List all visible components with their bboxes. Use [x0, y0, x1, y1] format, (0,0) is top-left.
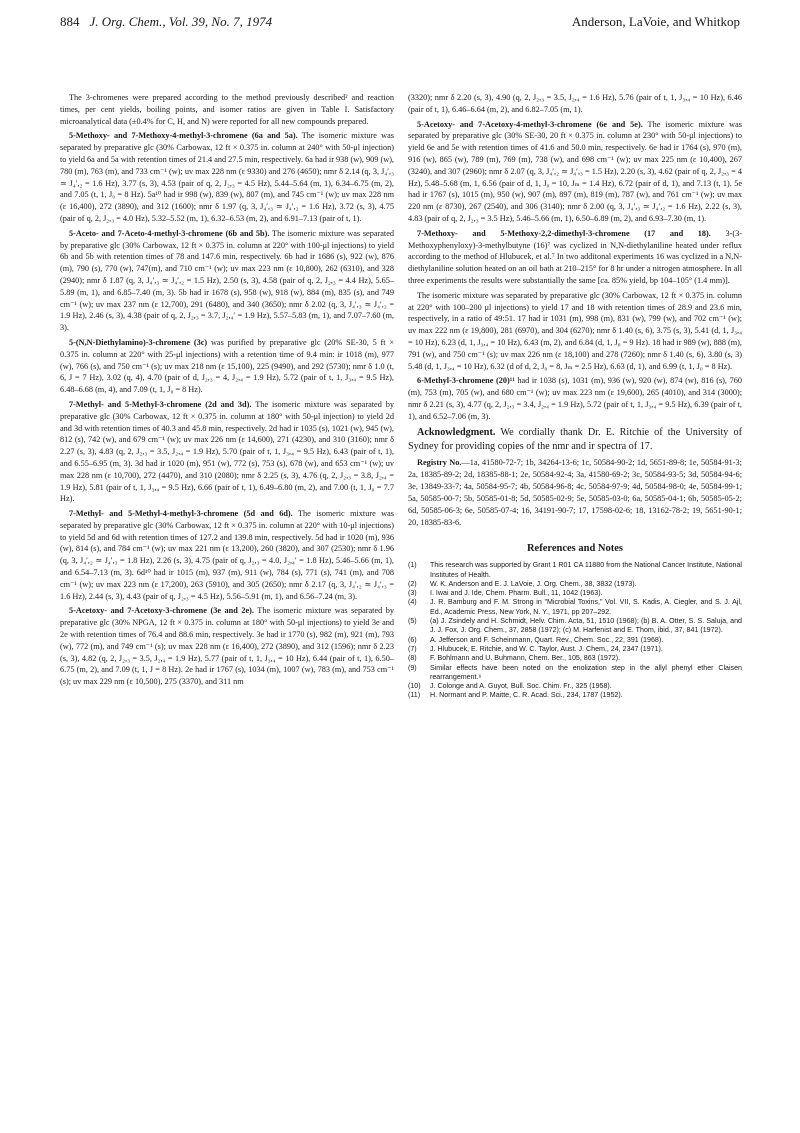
experimental-paragraph: 7-Methoxy- and 5-Methoxy-2,2-dimethyl-3-chromene (17 and 18). 3-(3-Methoxyphenyloxy)-3-methylbutyne (16)⁷ was cyclized in N,N-diethylaniline heated under reflux according to the method of Hlubucek, et al.⁷ In two additonal experiments 16 was cyclized in a N,N-diethylaniline solution heated on an oil bath at 210–215° for 8 hr under a nitrogen atmosphere. In all three experiments the results were substantially the same [ca. 85% yield, bp 104–105° (1.4 mm)]. [408, 228, 742, 285]
left-column [60, 92, 394, 691]
section-heading: 5-Methoxy- and 7-Methoxy-4-methyl-3-chromene (6a and 5a). [69, 131, 298, 141]
experimental-paragraph: (3320); nmr δ 2.20 (s, 3), 4.90 (q, 2, J₂,₃ = 3.5, J₂,₄ = 1.6 Hz), 5.76 (pair of t, 1, J₃,₄ = 10 Hz), 6.46 (pair of t, 1), 6.46–6.64 (m, 2), and 6.82–7.05 (m, 1). [408, 93, 742, 114]
section-heading: 6-Methyl-3-chromene (20)¹¹ [417, 376, 515, 386]
running-authors: Anderson, LaVoie, and Whitkop [571, 14, 740, 29]
page-number: 884 [60, 14, 80, 29]
experimental-paragraph: 6-Methyl-3-chromene (20)¹¹ had ir 1038 (s), 1031 (m), 936 (w), 920 (w), 874 (w), 816 (s), 760 (m), 753 (m), 705 (w), and 680 cm⁻¹ (w); uv max 223 nm (ε 19,600), 265 (4010), and 314 (3000); nmr δ 2.21 (s, 3), 4.77 (q, 2, J₂,₃ = 3.4, J₂,₄ = 1.9 Hz), 5.72 (pair of t, 1, J₃,₄ = 9.5 Hz), 6.39 (pair of t, 1), and 6.52–7.06 (m, 3). [408, 376, 742, 421]
references-title: References and Notes [526, 543, 624, 555]
reference-item: (9) Similar effects have been noted on the enolization step in the allyl phenyl ether Claisen rearrangement.⁶ [408, 663, 742, 681]
page-header [60, 14, 740, 38]
section-heading: 5-Acetoxy- and 7-Acetoxy-3-chromene (3e and 2e). [69, 606, 254, 616]
registry-heading: Registry No. [417, 457, 462, 467]
acknowledgment-heading: Acknowledgment. [417, 426, 496, 438]
experimental-paragraph: The isomeric mixture was separated by preparative glc (30% Carbowax, 12 ft × 0.375 in. column at 220° with 100–200 μl injections) to yield 17 and 18 with retention times of 28.9 and 23.6 min, respectively, in a ratio of 49:51. 17 had ir 1031 (m), 998 (m), 831 (w), 799 (w), and 702 cm⁻¹ (w); uv max 222 nm (ε 19,800), 281 (6970), and 304 (6270); nmr δ 1.40 (s, 6), 3.75 (s, 3), 5.41 (d, 1, J₃,₄ = 10 Hz), 6.23 (d, 1, J₃,₄ = 10 Hz), 6.43 (m, 2), and 6.84 (d, 1, J₀ = 9 Hz). 18 had ir 989 (w), 888 (m), 791 (w), and 750 cm⁻¹ (s); uv max 226 nm (ε 18,100) and 278 (7260); nmr δ 1.40 (s, 6), 3.80 (s, 3) 5.48 (d, 1, J₃,₄ = 10 Hz), 6.32 (d of d, 2, J₀ = 8, Jₘ = 2.5 Hz), 6.63 (d, 1), and 6.99 (t, 1, J₀ = 8 Hz). [408, 290, 742, 371]
acknowledgment: Acknowledgment. We cordially thank Dr. E. Ritchie of the University of Sydney for providing copies of the nmr and ir spectra of 17. [408, 426, 742, 452]
references-list [408, 561, 742, 700]
experimental-paragraph: 7-Methyl- and 5-Methyl-3-chromene (2d and 3d). The isomeric mixture was separated by preparative glc (30% Carbowax, 12 ft × 0.375 in. column at 180° with 50-μl injection) to yield 2d and 3d with retention times of 40.3 and 45.8 min, respectively. 2d had ir 1035 (s), 1021 (w), 945 (w), 812 (s), 742 (w), and 679 cm⁻¹ (w); uv max 226 nm (ε 14,600), 271 (4230), and 310 (3160); nmr δ 2.27 (s, 3), 4.83 (q, 2, J₂,₃ = 3.5, J₂,₄ = 1.9 Hz), 5.70 (pair of t, 1, J₃,₄ = 9.5 Hz), 6.43 (pair of t, 1), and 6.55–6.95 (m, 3). 3d had ir 1020 (m), 951 (w), 772 (s), 753 (s), 678 (w), and 653 cm⁻¹ (w); uv max 228 nm (ε 10,700), 272 (4470), and 310 (2080); nmr δ 2.25 (s, 3), 4.76 (q, 2, J₂,₃ = 3.8, J₂,₄ = 1.9 Hz), 5.81 (pair of t, 1, J₃,₄ = 9.5 Hz), 6.66 (pair of t, 1), 6.49–6.80 (m, 2), and 7.00 (t, 1, J₀ = 7.7 Hz). [60, 399, 395, 504]
reference-item: (2) W. K. Anderson and E. J. LaVoie, J. Org. Chem., 38, 3832 (1973). [408, 579, 637, 588]
section-heading: 5-Aceto- and 7-Aceto-4-methyl-3-chromene (6b and 5b). [69, 228, 270, 238]
reference-item: (8) F. Bohlmann and U. Buhmann, Chem. Ber., 105, 863 (1972). [408, 654, 621, 663]
journal-citation: J. Org. Chem., Vol. 39, No. 7, 1974 [89, 14, 273, 29]
right-column [408, 92, 742, 701]
experimental-paragraph: 5-Aceto- and 7-Aceto-4-methyl-3-chromene (6b and 5b). The isomeric mixture was separated by preparative glc (30% Carbowax, 12 ft × 0.375 in. column at 220° with 100-μl injections) to yield 6b and 5b with retention times of 78 and 147.6 min, respectively. 6b had ir 1686 (s), 922 (w), 876 (m), 790 (s), 770 (w), 747(m), and 710 cm⁻¹ (w); uv max 223 nm (ε 10,800), 262 (6310), and 328 (2940); nmr δ 1.87 (q, 3, J₄′,₃ ≃ J₄′,₂ = 1.5 Hz), 2.50 (s, 3), 4.58 (pair of q, 2, J₂,₃ = 4.4 Hz), 5.65–5.89 (m, 1), and 6.85–7.40 (m, 3). 5b had ir 1678 (s), 958 (w), 918 (w), 884 (m), 835 (s), and 749 cm⁻¹ (w); uv max 237 nm (ε 12,700), 291 (6480), and 340 (3650); nmr δ 2.02 (q, 3, J₄′,₃ ≃ J₄′,₂ = 1.9 Hz), 2.46 (s, 3), 4.38 (pair of q, 2, J₂,₃ = 3.7, J₂,₄′ = 1.9 Hz), 5.57–5.83 (m, 1), and 7.07–7.60 (m, 3). [60, 228, 394, 333]
reference-item: (7) J. Hlubucek, E. Ritchie, and W. C. Taylor, Aust. J. Chem., 24, 2347 (1971). [408, 644, 663, 653]
experimental-paragraph: 5-Acetoxy- and 7-Acetoxy-3-chromene (3e and 2e). The isomeric mixture was separated by preparative glc (30% NPGA, 12 ft × 0.375 in. column at 180° with 50-μl injections) to yield 3e and 2e with retention times of 76.4 and 88.6 min, respectively. 3e had ir 1770 (s), 982 (m), 921 (m), 793 (w), 772 (m), and 749 cm⁻¹ (s); uv max 228 nm (ε 16,400), 272 (3890), and 312 (1596); nmr δ 2.23 (s, 3), 4.82 (q, 2, J₂,₃ = 3.5, J₂,₄ = 1.9 Hz), 5.77 (pair of t, 1, J₃,₄ = 10 Hz), 6.44 (pair of t, 1), 6.50–6.75 (m, 2), and 7.09 (t, 1, J = 8 Hz). 2e had ir 1767 (s), 1034 (m), 1007 (w), 783 (m), and 753 cm⁻¹ (s); uv max 229 nm (ε 10,500), 275 (3370), and 311 nm [60, 606, 395, 687]
section-heading: 5-(N,N-Diethylamino)-3-chromene (3c) [69, 337, 208, 347]
registry-numbers: Registry No.—1a, 41580-72-7; 1b, 34264-13-6; 1c, 50584-90-2; 1d, 5651-89-8; 1e, 50584-91-3; 2a, 18385-89-2; 2d, 18385-88-1; 2e, 50584-92-4; 3a, 41580-69-2; 3c, 50584-93-5; 3d, 50584-94-6; 3e, 13849-33-7; 4a, 50584-95-7; 4b, 50584-96-8; 4c, 50584-97-9; 4d, 50584-98-0; 4e, 50584-99-1; 5a, 50585-00-7; 5b, 50585-01-8; 5d, 50585-02-9; 5e, 50585-03-0; 6a, 50585-04-1; 6b, 50585-05-2; 6d, 50585-06-3; 6e, 50585-07-4; 16, 34191-90-7; 17, 17598-02-6; 18, 13162-78-2; 19, 5651-90-1; 20, 18385-83-6. [408, 457, 742, 528]
reference-item: (5) (a) J. Zsindely and H. Schmidt, Helv. Chim. Acta, 51, 1510 (1968); (b) B. A. Otter, S. S. Saluja, and J. J. Fox, J. Org. Chem., 37, 2858 (1972); (c) M. Harfenist and E. Thom, ibid., 37, 841 (1972). [408, 617, 742, 635]
reference-item: (6) A. Jefferson and F. Scheinmann, Quart. Rev., Chem. Soc., 22, 391 (1968). [408, 635, 664, 644]
experimental-paragraph: 5-Acetoxy- and 7-Acetoxy-4-methyl-3-chromene (6e and 5e). The isomeric mixture was separated by preparative glc (30% SE-30, 20 ft × 0.375 in. column at 230° with 50-μl injections) to yield 6e and 5e with retention times of 41.6 and 50.0 min, respectively. 6e had ir 1764 (s), 970 (m), 916 (w), 865 (w), 789 (m), 769 (m), 738 (w), and 698 cm⁻¹ (w); uv max 225 nm (ε 10,400), 267 (3240), and 307 (2960); nmr δ 2.07 (q, 3, J₄′,₂ ≃ J₄′,₃ = 1.5 Hz), 2.20 (s, 3), 4.62 (pair of q, 2, J₂,₃ = 4 Hz), 5.48–5.68 (m, 1, 6.56 (pair of d, 1, J₀ = 10, Jₘ = 1.4 Hz), 6.72 (pair of d, 1), and 7.13 (t, 1). 5e had ir 1767 (s), 1015 (m), 950 (w), 907 (m), 897 (m), 819 (m), 787 (w), and 761 cm⁻¹ (w); uv max 220 nm (ε 8730), 267 (2540), and 306 (3140); nmr δ 2.00 (q, 3, J₄′,₃ ≃ J₄′,₂ = 1.6 Hz), 2.22 (s, 3), 4.83 (pair of q, 2, J₂,₃ = 3.5 Hz), 5.46–5.66 (m, 1), 6.50–6.89 (m, 2), and 6.93–7.30 (m, 1). [408, 119, 742, 223]
experimental-paragraph: 5-(N,N-Diethylamino)-3-chromene (3c) was purified by preparative glc (20% SE-30, 5 ft × 0.375 in. column at 220° with 25-μl injections) with a retention time of 9.4 min: ir 1018 (m), 977 (w), 766 (s), and 750 cm⁻¹ (s); uv max 218 nm (ε 15,100), 225 (9490), and 292 (5730); nmr δ 1.0 (t, 6, J = 7 Hz), 3.02 (q, 4), 4.70 (pair of d, J₂,₃ = 4, J₂,₄ = 1.9 Hz), 5.72 (pair of t, 1, J₃,₄ = 9.5 Hz), 6.48–6.68 (m, 4), and 7.09 (t, 1, J₀ = 8 Hz). [60, 337, 395, 395]
reference-item: (4) J. R. Bamburg and F. M. Strong in "Microbial Toxins," Vol. VII, S. Kadis, A. Ciegler, and S. J. Ajl, Ed., Academic Press, New York, N. Y., 1971, pp 207–292. [408, 598, 742, 616]
experimental-paragraph: 7-Methyl- and 5-Methyl-4-methyl-3-chromene (5d and 6d). The isomeric mixture was separated by preparative glc (30% Carbowax, 12 ft × 0.375 in. column at 220° with 10-μl injections) to yield 5d and 6d with retention times of 127.2 and 139.8 min, respectively. 5d had ir 1020 (m), 936 (w), 814 (s), and 784 cm⁻¹ (w); uv max 221 nm (ε 13,200), 260 (3820), and 307 (2530); nmr δ 1.96 (q, 3, J₄′,₂ ≃ J₄′,₃ = 1.8 Hz), 2.26 (s, 3), 4.75 (pair of q, J₂,₃ = 4.0, J₂,₄′ = 1.8 Hz), 5.46–5.66 (m, 1), and 6.54–7.13 (m, 3). 6d¹⁰ had ir 1015 (m), 937 (m), 911 (w), 784 (s), 771 (s), 741 (m), and 708 cm⁻¹ (w); uv max 223 nm (ε 17,200), 263 (5910), and 305 (2650); nmr δ 2.17 (q, 3, J₄′,₂ ≃ J₄′,₃ = 1.6 Hz), 2.44 (s, 3), 4.43 (pair of q, J₂,₃ = 4.5 Hz), 5.56–5.91 (m, 1), and 6.56–7.24 (m, 3). [60, 509, 394, 601]
section-heading: 5-Acetoxy- and 7-Acetoxy-4-methyl-3-chromene (6e and 5e). [417, 119, 643, 129]
reference-item: (3) I. Iwai and J. Ide, Chem. Pharm. Bull., 11, 1042 (1963). [408, 589, 603, 598]
reference-item: (1) This research was supported by Grant 1 R01 CA 11880 from the National Cancer Institute, National Institutes of Health. [408, 561, 742, 579]
reference-item: (10) J. Colonge and A. Guyot, Bull. Soc. Chim. Fr., 325 (1958). [408, 682, 612, 691]
intro-paragraph: The 3-chromenes were prepared according to the method previously described² and reaction times, per cent yields, boiling points, and isomer ratios are given in Table I. Satisfactory microanalytical data (±0.4% for C, H, and N) were reported for all new compounds prepared. [60, 93, 394, 126]
section-heading: 7-Methyl- and 5-Methyl-4-methyl-3-chromene (5d and 6d). [69, 509, 293, 519]
section-heading: 7-Methoxy- and 5-Methoxy-2,2-dimethyl-3-chromene (17 and 18). [417, 228, 711, 238]
section-heading: 7-Methyl- and 5-Methyl-3-chromene (2d and 3d). [69, 399, 252, 409]
reference-item: (11) H. Normant and P. Maitte, C. R. Acad. Sci., 234, 1787 (1952). [408, 691, 623, 700]
experimental-paragraph: 5-Methoxy- and 7-Methoxy-4-methyl-3-chromene (6a and 5a). The isomeric mixture was separated by preparative glc (30% Carbowax, 12 ft × 0.375 in. column at 240° with 50-μl injection) to yield 6a and 5a with retention times of 21.4 and 27.5 min, respectively. 6a had ir 938 (w), 909 (w), 780 (m), 763 (m), and 733 cm⁻¹ (w); uv max 228 nm (ε 9330) and 276 (4650); nmr δ 2.14 (q, 3, J₄′,₃ ≃ J₄′,₂ = 1.6 Hz), 3.77 (s, 3), 4.53 (pair of q, 2, J₂,₃ = 4.5 Hz), 5.44–5.64 (m, 1), 6.34–6.75 (m, 2), and 7.05 (t, 1, J₀ = 8 Hz). 5a¹⁰ had ir 998 (w), 839 (w), 807 (m), and 745 cm⁻¹ (w); uv max 228 nm (ε 16,400), 272 (3890), and 312 (1600); nmr δ 1.97 (q, 3, J₄′,₃ ≃ J₄′,₂ = 1.6 Hz), 3.72 (s, 3), 4.75 (pair of q, 2, J₂,₃ = 4.0 Hz), 5.32–5.52 (m, 1), 6.32–6.53 (m, 2), and 6.91–7.13 (pair of t, 1). [60, 131, 394, 223]
